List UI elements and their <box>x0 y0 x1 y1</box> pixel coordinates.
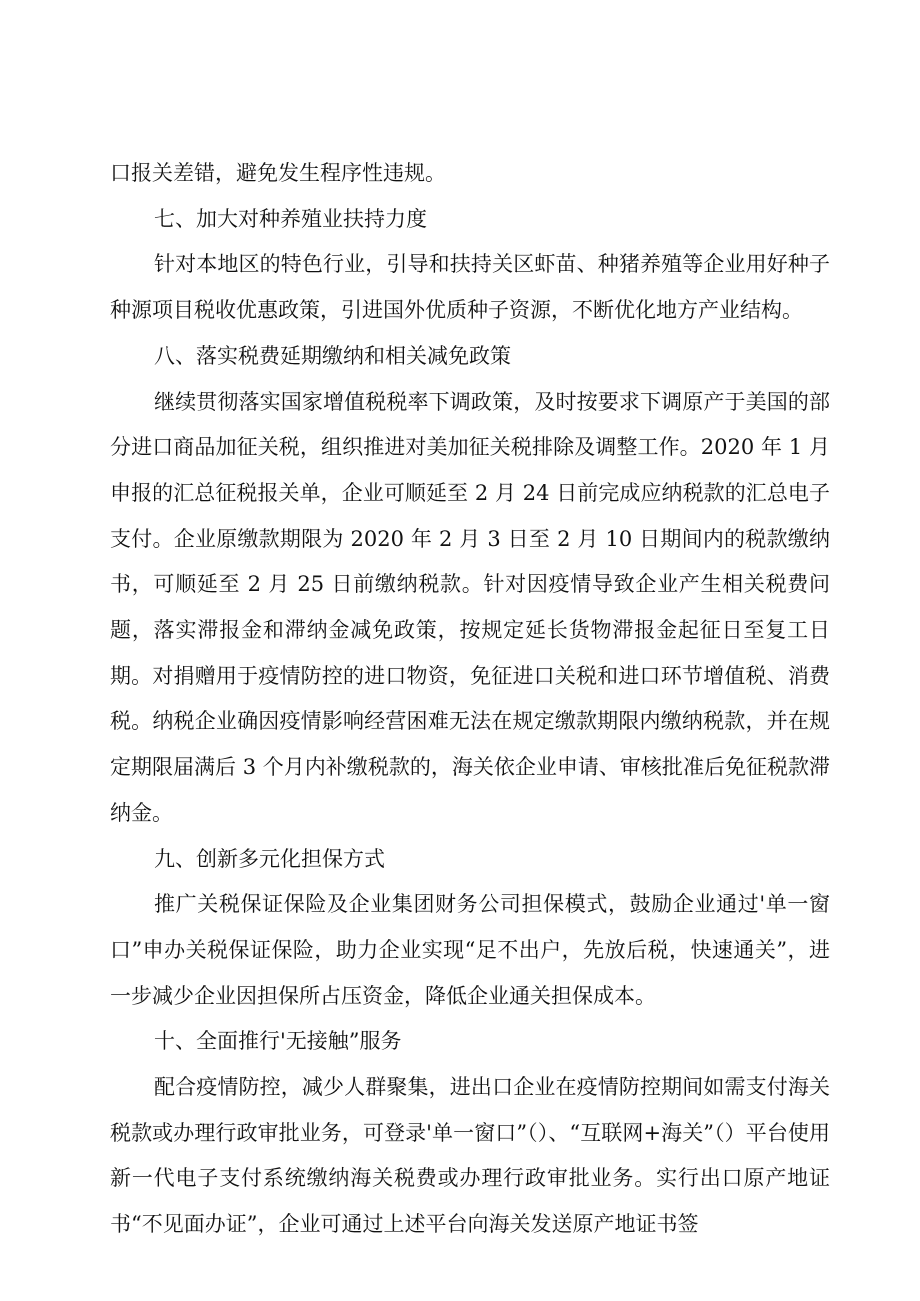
document-body <box>110 151 830 1248</box>
paragraph-breeding-support: 针对本地区的特色行业，引导和扶持关区虾苗、种猪养殖等企业用好种子种源项目税收优惠政策，引进国外优质种子资源，不断优化地方产业结构。 <box>110 252 830 323</box>
paragraph-continuation: 口报关差错，避免发生程序性违规。 <box>110 161 446 185</box>
paragraph-guarantee: 推广关税保证保险及企业集团财务公司担保模式，鼓励企业通过'单一窗口”申办关税保证保险，助力企业实现“足不出户，先放后税，快速通关”，进一步减少企业因担保所占压资金，降低企业通关担保成本。 <box>110 892 830 1008</box>
section-heading-10: 十、全面推行'无接触”服务 <box>154 1029 402 1054</box>
section-heading-8: 八、落实税费延期缴纳和相关减免政策 <box>154 343 511 368</box>
section-heading-9: 九、创新多元化担保方式 <box>154 846 385 871</box>
section-heading-7: 七、加大对种养殖业扶持力度 <box>154 206 427 231</box>
paragraph-tax-deferral: 继续贯彻落实国家增值税税率下调政策，及时按要求下调原产于美国的部分进口商品加征关税，组织推进对美加征关税排除及调整工作。2020 年 1 月申报的汇总征税报关单，企业可顺延至 2 月 24 日前完成应纳税款的汇总电子支付。企业原缴款期限为 2020 年 2 月 3 日至 2 月 10 日期间内的税款缴纳书，可顺延至 2 月 25 日前缴纳税款。针对因疫情导致企业产生相关税费问题，落实滞报金和滞纳金减免政策，按规定延长货物滞报金起征日至复工日期。对捐赠用于疫情防控的进口物资，免征进口关税和进口环节增值税、消费税。纳税企业确因疫情影响经营困难无法在规定缴款期限内缴纳税款，并在规定期限届满后 3 个月内补缴税款的，海关依企业申请、审核批准后免征税款滞纳金。 <box>110 389 830 825</box>
paragraph-contactless: 配合疫情防控，减少人群聚集，进出口企业在疫情防控期间如需支付海关税款或办理行政审批业务，可登录'单一窗口”（）、“互联网+海关”（）平台使用新一代电子支付系统缴纳海关税费或办理行政审批业务。实行出口原产地证书“不见面办证”，企业可通过上述平台向海关发送原产地证书签 <box>110 1075 830 1237</box>
